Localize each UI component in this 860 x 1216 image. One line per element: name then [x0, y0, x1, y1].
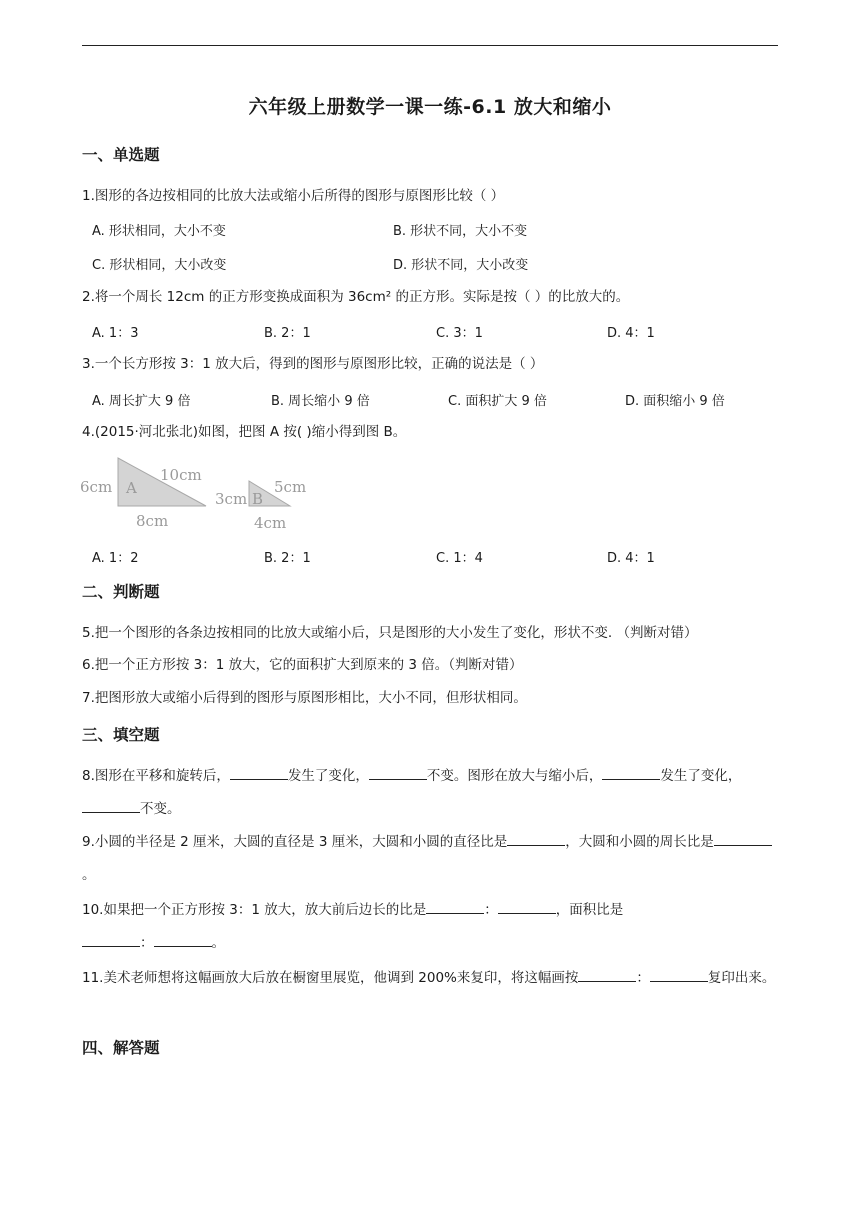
section-heading-true-false: 二、判断题	[82, 583, 160, 601]
triangle-a-name: A	[126, 479, 137, 497]
question-8-blank-2[interactable]	[369, 765, 427, 780]
question-2-stem: 2.将一个周长 12cm 的正方形变换成面积为 36cm² 的正方形。实际是按（ ）的比放大的。	[82, 289, 630, 305]
question-3-stem: 3.一个长方形按 3：1 放大后，得到的图形与原图形比较，正确的说法是（ ）	[82, 356, 544, 372]
question-10-text-2: ，面积比是	[555, 902, 624, 918]
question-4-stem: 4.(2015·河北张北)如图，把图 A 按( )缩小得到图 B。	[82, 424, 407, 440]
question-11-text-1: 11.美术老师想将这幅画放大后放在橱窗里展览，他调到 200%来复印，将这幅画按	[82, 970, 579, 986]
question-4-option-c[interactable]: C. 1：4	[436, 551, 483, 566]
question-3-option-a[interactable]: A. 周长扩大 9 倍	[92, 394, 191, 409]
question-3-option-c[interactable]: C. 面积扩大 9 倍	[448, 394, 547, 409]
question-10-blank-1[interactable]	[426, 899, 484, 914]
question-9-text-1: 9.小圆的半径是 2 厘米，大圆的直径是 3 厘米，大圆和小圆的直径比是	[82, 834, 508, 850]
question-9-blank-2[interactable]	[714, 831, 772, 846]
question-8-blank-1[interactable]	[230, 765, 288, 780]
question-9-stem	[82, 826, 778, 892]
question-11-text-2: 复印出来。	[707, 970, 776, 986]
question-8-text-5: 不变。	[140, 801, 181, 817]
question-2-option-b[interactable]: B. 2：1	[264, 326, 311, 341]
triangle-a-bottom-label: 8cm	[136, 512, 169, 530]
question-11-blank-2[interactable]	[650, 967, 708, 982]
question-8-blank-4[interactable]	[82, 798, 140, 813]
question-6-stem: 6.把一个正方形按 3：1 放大，它的面积扩大到原来的 3 倍。（判断对错）	[82, 657, 523, 673]
question-2-option-a[interactable]: A. 1：3	[92, 326, 139, 341]
section-heading-fill-blank: 三、填空题	[82, 726, 160, 744]
question-2-option-c[interactable]: C. 3：1	[436, 326, 483, 341]
question-3-option-b[interactable]: B. 周长缩小 9 倍	[271, 394, 370, 409]
question-4-option-d[interactable]: D. 4：1	[607, 551, 655, 566]
question-11-blank-1[interactable]	[578, 967, 636, 982]
question-11-sep: ：	[636, 970, 650, 986]
question-11-stem	[82, 962, 778, 995]
question-4-option-b[interactable]: B. 2：1	[264, 551, 311, 566]
question-10-stem	[82, 894, 662, 960]
question-10-text-3: 。	[211, 935, 225, 951]
header-rule	[82, 45, 778, 46]
triangle-figure	[78, 452, 318, 534]
triangle-b-hyp-label: 5cm	[274, 478, 307, 496]
question-4-option-a[interactable]: A. 1：2	[92, 551, 139, 566]
triangle-a-left-label: 6cm	[80, 478, 113, 496]
question-8-blank-3[interactable]	[602, 765, 660, 780]
question-1-stem: 1.图形的各边按相同的比放大法或缩小后所得的图形与原图形比较（ ）	[82, 188, 505, 204]
question-10-sep-1: ：	[484, 902, 498, 918]
question-8-text-1: 8.图形在平移和旋转后，	[82, 768, 230, 784]
question-5-stem: 5.把一个图形的各条边按相同的比放大或缩小后，只是图形的大小发生了变化，形状不变. （判断对错）	[82, 625, 698, 641]
question-9-blank-1[interactable]	[507, 831, 565, 846]
triangle-a-hyp-label: 10cm	[160, 466, 202, 484]
question-9-text-3: 。	[82, 867, 96, 883]
question-10-text-1: 10.如果把一个正方形按 3：1 放大，放大前后边长的比是	[82, 902, 427, 918]
question-9-text-2: ，大圆和小圆的周长比是	[565, 834, 714, 850]
triangle-b-bottom-label: 4cm	[254, 514, 287, 532]
question-8-text-4: 发生了变化，	[660, 768, 742, 784]
question-1-option-d[interactable]: D. 形状不同，大小改变	[393, 258, 529, 273]
question-10-blank-2[interactable]	[498, 899, 556, 914]
question-10-blank-4[interactable]	[154, 932, 212, 947]
question-1-option-a[interactable]: A. 形状相同，大小不变	[92, 224, 226, 239]
question-7-stem: 7.把图形放大或缩小后得到的图形与原图形相比，大小不同，但形状相同。	[82, 690, 527, 706]
triangle-b-left-label: 3cm	[215, 490, 248, 508]
question-10-sep-2: ：	[140, 935, 154, 951]
section-heading-single-choice: 一、单选题	[82, 146, 160, 164]
question-3-option-d[interactable]: D. 面积缩小 9 倍	[625, 394, 725, 409]
question-2-option-d[interactable]: D. 4：1	[607, 326, 655, 341]
question-1-option-b[interactable]: B. 形状不同，大小不变	[393, 224, 528, 239]
section-heading-solve: 四、解答题	[82, 1039, 160, 1057]
triangle-b-name: B	[252, 490, 264, 508]
question-1-option-c[interactable]: C. 形状相同，大小改变	[92, 258, 227, 273]
question-10-blank-3[interactable]	[82, 932, 140, 947]
question-8-text-2: 发生了变化，	[287, 768, 369, 784]
page-title: 六年级上册数学一课一练-6.1 放大和缩小	[248, 96, 612, 118]
question-8-stem	[82, 760, 778, 826]
question-8-text-3: 不变。图形在放大与缩小后，	[426, 768, 603, 784]
